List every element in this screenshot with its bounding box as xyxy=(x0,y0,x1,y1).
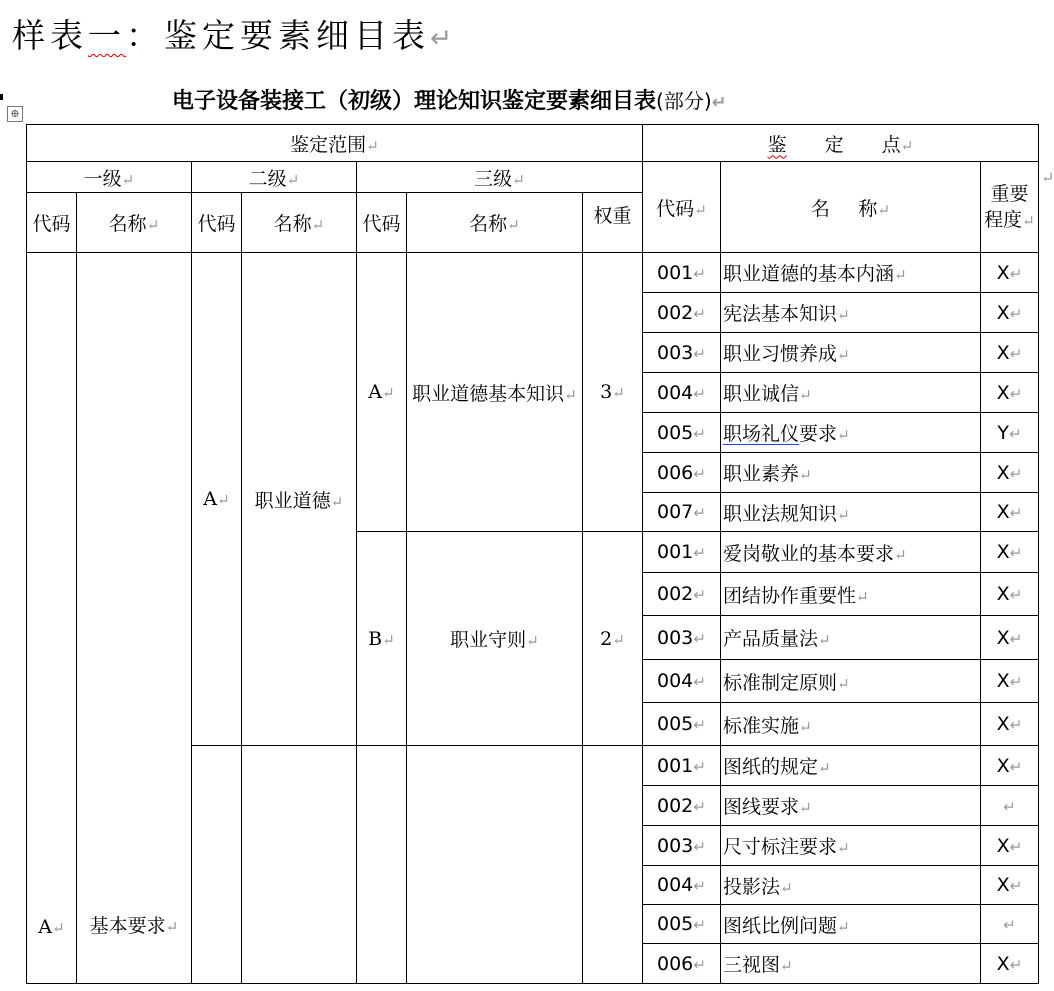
point-name: 图纸比例问题↵ xyxy=(721,905,981,944)
level1-name: 基本要求↵ xyxy=(77,253,192,984)
header-level3: 三级↵ xyxy=(357,162,643,193)
header-importance: 重要 程度↵ xyxy=(981,162,1039,253)
header-l1-name: 名称↵ xyxy=(77,193,192,253)
point-code: 002↵ xyxy=(643,786,721,826)
level2-code-empty xyxy=(192,746,242,984)
point-name: 职业素养↵ xyxy=(721,453,981,493)
point-code: 006↵ xyxy=(643,453,721,493)
point-name: 职业习惯养成↵ xyxy=(721,333,981,373)
point-name: 投影法↵ xyxy=(721,866,981,905)
point-importance: ↵ xyxy=(981,905,1039,944)
level3-code-empty xyxy=(357,746,407,984)
point-importance: X↵ xyxy=(981,573,1039,616)
point-name: 爱岗敬业的基本要求↵ xyxy=(721,532,981,573)
point-importance: X↵ xyxy=(981,453,1039,493)
point-importance: X↵ xyxy=(981,373,1039,413)
point-code: 004↵ xyxy=(643,373,721,413)
point-name: 宪法基本知识↵ xyxy=(721,293,981,333)
header-l2-code: 代码 xyxy=(192,193,242,253)
point-name: 三视图↵ xyxy=(721,944,981,984)
level3-weight: 3↵ xyxy=(583,253,643,532)
header-l1-code: 代码 xyxy=(27,193,77,253)
header-level2: 二级↵ xyxy=(192,162,357,193)
spellcheck-underline: 一 xyxy=(88,16,126,55)
level3-weight-empty xyxy=(583,746,643,984)
point-code: 003↵ xyxy=(643,616,721,660)
point-name: 标准制定原则↵ xyxy=(721,660,981,703)
point-code: 005↵ xyxy=(643,905,721,944)
point-importance: ↵ xyxy=(981,786,1039,826)
header-range: 鉴定范围↵ xyxy=(27,125,643,162)
point-importance: X↵ xyxy=(981,532,1039,573)
point-importance: X↵ xyxy=(981,660,1039,703)
elements-table xyxy=(26,124,1039,984)
point-importance: X↵ xyxy=(981,616,1039,660)
point-importance: X↵ xyxy=(981,333,1039,373)
point-name: 职业法规知识↵ xyxy=(721,493,981,532)
level3-weight: 2↵ xyxy=(583,532,643,746)
point-importance: X↵ xyxy=(981,493,1039,532)
point-name: 职场礼仪要求↵ xyxy=(721,413,981,453)
point-name: 标准实施↵ xyxy=(721,703,981,746)
point-importance: X↵ xyxy=(981,293,1039,333)
point-name: 职业诚信↵ xyxy=(721,373,981,413)
point-code: 003↵ xyxy=(643,826,721,866)
point-importance: X↵ xyxy=(981,746,1039,786)
point-code: 004↵ xyxy=(643,866,721,905)
header-l2-name: 名称↵ xyxy=(242,193,357,253)
point-importance: X↵ xyxy=(981,944,1039,984)
point-importance: X↵ xyxy=(981,703,1039,746)
point-code: 007↵ xyxy=(643,493,721,532)
table-title: 电子设备装接工（初级）理论知识鉴定要素细目表(部分)↵ xyxy=(172,89,727,114)
header-point-code: 代码↵ xyxy=(643,162,721,253)
table-move-handle-icon[interactable]: ⊕ xyxy=(7,106,23,122)
row-end-mark: ↵ xyxy=(1041,168,1054,187)
header-points: 鉴 定 点↵ xyxy=(643,125,1039,162)
point-code: 001↵ xyxy=(643,253,721,293)
point-name: 职业道德的基本内涵↵ xyxy=(721,253,981,293)
point-code: 006↵ xyxy=(643,944,721,984)
level3-code: B↵ xyxy=(357,532,407,746)
point-code: 005↵ xyxy=(643,703,721,746)
point-importance: X↵ xyxy=(981,253,1039,293)
level3-name: 职业道德基本知识↵ xyxy=(407,253,583,532)
level2-name: 职业道德↵ xyxy=(242,253,357,746)
level3-code: A↵ xyxy=(357,253,407,532)
point-code: 005↵ xyxy=(643,413,721,453)
point-importance: X↵ xyxy=(981,826,1039,866)
header-level1: 一级↵ xyxy=(27,162,192,193)
point-importance: Y↵ xyxy=(981,413,1039,453)
point-code: 003↵ xyxy=(643,333,721,373)
page-title: 样表一：鉴定要素细目表↵ xyxy=(12,16,458,55)
header-weight: 权重 xyxy=(583,193,643,253)
level3-name: 职业守则↵ xyxy=(407,532,583,746)
margin-marker xyxy=(0,94,3,100)
level2-name-empty xyxy=(242,746,357,984)
point-name: 图纸的规定↵ xyxy=(721,746,981,786)
point-code: 001↵ xyxy=(643,532,721,573)
point-code: 001↵ xyxy=(643,746,721,786)
point-name: 尺寸标注要求↵ xyxy=(721,826,981,866)
level3-name-empty xyxy=(407,746,583,984)
point-code: 002↵ xyxy=(643,293,721,333)
level1-code: A↵ xyxy=(27,253,77,984)
point-importance: X↵ xyxy=(981,866,1039,905)
header-point-name: 名 称↵ xyxy=(721,162,981,253)
point-code: 004↵ xyxy=(643,660,721,703)
point-name: 团结协作重要性↵ xyxy=(721,573,981,616)
point-code: 002↵ xyxy=(643,573,721,616)
point-name: 图线要求↵ xyxy=(721,786,981,826)
level2-code: A↵ xyxy=(192,253,242,746)
header-l3-name: 名称↵ xyxy=(407,193,583,253)
point-name: 产品质量法↵ xyxy=(721,616,981,660)
header-l3-code: 代码 xyxy=(357,193,407,253)
